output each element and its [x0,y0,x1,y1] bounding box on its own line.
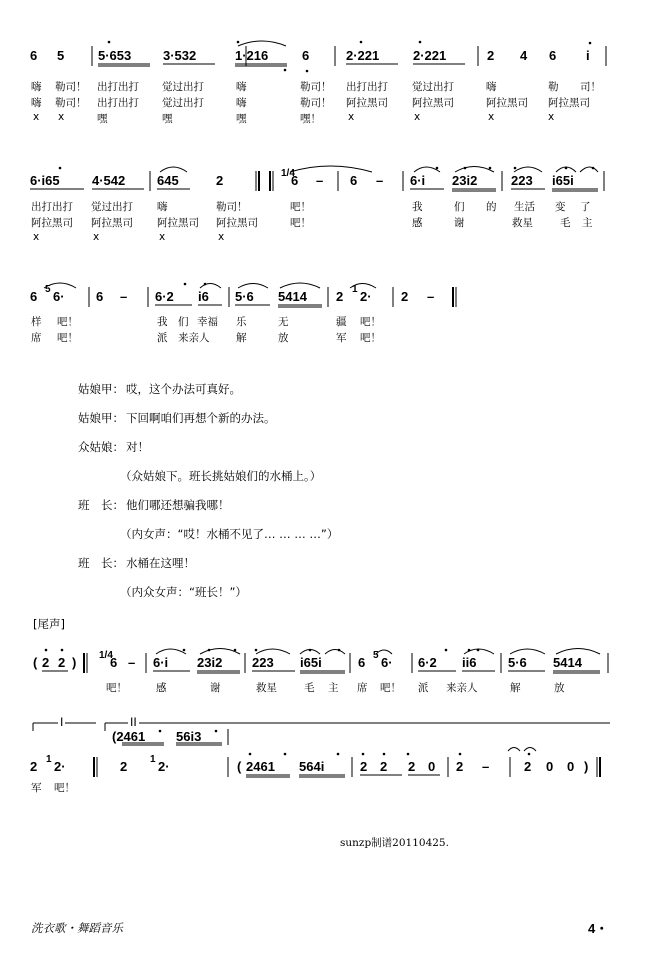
note: 6·2 [155,289,174,304]
lyric: x [548,111,555,123]
note: 0 [546,759,554,774]
stage-direction: （内女声：“哎！水桶不见了… … … …”） [120,527,339,541]
volta-second: II [130,715,137,729]
lyric: 谢 [454,217,465,229]
note: ) [72,655,77,670]
speaker: 姑娘甲： [78,382,124,396]
lyric: 主 [328,682,339,694]
note: 5·6 [508,655,527,670]
note: 564i [299,759,325,774]
lyric: 乐 [236,316,247,328]
note: – [376,173,384,188]
lyric: 吧！ [54,782,75,794]
note: 2 [42,655,50,670]
note: 223 [252,655,274,670]
lyric: x [159,231,166,243]
lyric: 嗨 [31,81,42,93]
note: 2· [158,759,170,774]
lyric: 们 [454,201,465,213]
lyric: 吧！ [360,316,381,328]
dialogue-line: 水桶在这哩！ [126,556,195,570]
lyric: 解 [510,682,521,694]
stage-direction: （众姑娘下。班长挑姑娘们的水桶上。） [120,469,322,483]
note: 2 [401,289,409,304]
lyric: 吧！ [106,682,127,694]
speaker: 班 长： [78,498,124,512]
lyric: 毛 [304,682,315,694]
lyric: 司！ [580,81,601,93]
note: 2·221 [413,48,447,63]
note: 5414 [278,289,307,304]
lyric: 放 [278,332,289,344]
lyric: 嗨 [31,97,42,109]
lyric: 觉过出打 [412,81,454,93]
note: 6·i [153,655,169,670]
note: 6 [110,655,118,670]
lyric: 吧！ [290,201,311,213]
note: ii6 [462,655,477,670]
speaker: 众姑娘： [78,440,124,454]
lyric: 勒司！ [216,201,248,213]
lyric: 主 [582,217,593,229]
lyric: 觉过出打 [162,81,204,93]
time-signature: 1/4 [99,650,113,661]
note: 2 [456,759,464,774]
lyric: 无 [278,316,289,328]
note: (2461 [112,729,146,744]
lyric: 嘿 [162,113,173,125]
note: – [120,289,128,304]
speaker: 班 长： [78,556,124,570]
lyric: x [218,231,225,243]
note: 2 [524,759,532,774]
dialogue-line: 他们哪还想骗我哪！ [126,498,230,512]
lyric: 救星 [512,217,533,229]
note: 56i3 [176,729,202,744]
note: ( [33,655,38,670]
note: 2 [408,759,416,774]
lyric: 军 [336,332,347,344]
dialogue-line: 对！ [126,440,149,454]
note: 6 [350,173,358,188]
lyric: 嗨 [236,97,247,109]
lyric: 勒 [548,81,559,93]
lyric: 阿拉黑司 [346,97,388,109]
note: 6·i65 [30,173,60,188]
note: 2 [58,655,66,670]
lyric: 吧！ [290,217,311,229]
lyric: 派 [418,682,429,694]
note: 2· [360,289,372,304]
note: 23i2 [197,655,223,670]
lyric: 勒司！ [55,97,87,109]
note: 6·i [410,173,426,188]
note: 2 [487,48,495,63]
lyric: 来亲人 [446,682,478,694]
lyric: 的 [486,201,497,213]
lyric: 样 [31,316,42,328]
lyric: 出打出打 [97,81,139,93]
note: 2 [380,759,388,774]
note: 6 [549,48,557,63]
lyric: 感 [412,217,423,229]
lyric: 生活 [514,201,535,213]
note: ( [237,759,242,774]
time-signature: 1/4 [281,168,295,179]
lyric: 了 [580,201,591,213]
footer-title: 洗衣歌・舞蹈音乐 [31,921,123,935]
note: 223 [511,173,533,188]
transcriber-credit: sunzp制谱20110425. [340,837,449,849]
note: – [482,759,490,774]
lyric: 勒司！ [300,97,332,109]
lyric: 吧！ [360,332,381,344]
note: 2 [336,289,344,304]
lyric: 嗨 [486,81,497,93]
lyric: 吧！ [57,316,78,328]
page-number: 4・ [588,921,609,936]
lyric: x [348,111,355,123]
lyric: 阿拉黑司 [91,217,133,229]
lyric: 嘿！ [300,113,321,125]
lyric: 感 [156,682,167,694]
volta-first: I [60,715,64,729]
note: i [586,48,590,63]
lyric: 疆 [336,316,347,328]
grace-note: 1 [352,284,358,295]
lyric: 嘿 [236,113,247,125]
lyric: 席 [31,332,42,344]
lyric: x [33,231,40,243]
note: 1·216 [235,48,269,63]
note: i6 [198,289,209,304]
note: – [128,655,136,670]
lyric: 解 [236,332,247,344]
note: 2461 [246,759,275,774]
lyric: 们 [178,316,189,328]
lyric: 吧！ [380,682,401,694]
lyric: 席 [357,682,368,694]
lyric: 觉过出打 [162,97,204,109]
lyric: 阿拉黑司 [31,217,73,229]
lyric: 变 [555,201,566,213]
note: 6 [30,289,38,304]
note: 6 [96,289,104,304]
note: 2· [54,759,66,774]
note: 2 [360,759,368,774]
note: 6 [358,655,366,670]
stage-direction: （内众女声：“班长！”） [120,585,247,599]
lyric: 阿拉黑司 [157,217,199,229]
speaker: 姑娘甲： [78,411,124,425]
note: 6 [30,48,38,63]
lyric: 吧！ [57,332,78,344]
lyric: 嗨 [157,201,168,213]
note: 4·542 [92,173,126,188]
note: 2·221 [346,48,380,63]
lyric: 勒司！ [300,81,332,93]
lyric: 幸福 [197,316,218,328]
lyric: 出打出打 [97,97,139,109]
note: 0 [567,759,575,774]
note: 6· [53,289,65,304]
lyric: 嘿 [97,113,108,125]
lyric: 放 [554,682,565,694]
lyric: 出打出打 [31,201,73,213]
lyric: x [58,111,65,123]
lyric: 阿拉黑司 [412,97,454,109]
note: 2 [120,759,128,774]
grace-note: 1 [150,754,156,765]
note: 2 [216,173,224,188]
note: 3·532 [163,48,197,63]
note: 6· [381,655,393,670]
lyric: 派 [157,332,168,344]
grace-note: 5 [45,284,51,295]
note: 5·653 [98,48,132,63]
note: – [316,173,324,188]
lyric: 救星 [256,682,277,694]
lyric: 出打出打 [346,81,388,93]
lyric: 觉过出打 [91,201,133,213]
note: 5414 [553,655,582,670]
lyric: 嗨 [236,81,247,93]
lyric: 阿拉黑司 [548,97,590,109]
lyric: x [414,111,421,123]
lyric: 我 [412,201,423,213]
note: 6 [291,173,299,188]
lyric: 来亲人 [178,332,210,344]
lyric: x [488,111,495,123]
dialogue-line: 哎，这个办法可真好。 [126,382,241,396]
note: 4 [520,48,528,63]
lyric: 毛 [560,217,571,229]
lyric: 谢 [210,682,221,694]
lyric: x [93,231,100,243]
note: 5 [57,48,65,63]
grace-note: 1 [46,754,52,765]
lyric: 阿拉黑司 [486,97,528,109]
lyric: 我 [157,316,168,328]
lyric: x [33,111,40,123]
note: i65i [552,173,574,188]
lyric: 军 [31,782,42,794]
lyric: 阿拉黑司 [216,217,258,229]
note: 2 [30,759,38,774]
note: 6·2 [418,655,437,670]
lyric: 勒司！ [55,81,87,93]
note: ) [584,759,589,774]
grace-note: 5 [373,650,379,661]
note: 6 [302,48,310,63]
note: – [427,289,435,304]
note: 0 [428,759,436,774]
note: 23i2 [452,173,478,188]
note: i65i [300,655,322,670]
dialogue-line: 下回啊咱们再想个新的办法。 [126,411,276,425]
note: 645 [157,173,179,188]
note: 5·6 [235,289,254,304]
coda-label: [尾声] [33,617,65,631]
